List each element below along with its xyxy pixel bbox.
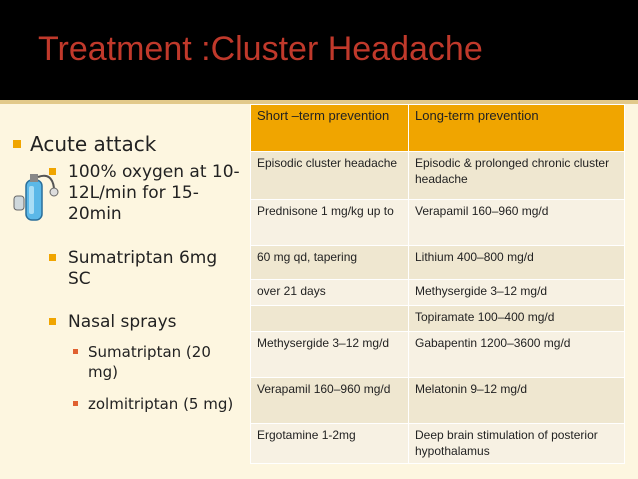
table-cell: Methysergide 3–12 mg/d — [251, 332, 409, 378]
header-long-term: Long-term prevention — [409, 105, 625, 152]
table-row — [251, 152, 625, 200]
table-row — [251, 378, 625, 424]
table-cell: Episodic & prolonged chronic cluster headache — [409, 152, 625, 200]
bullet-oxygen — [68, 162, 243, 225]
bullet-text: Nasal sprays — [68, 312, 177, 332]
bullet-text: Sumatriptan (20 mg) — [88, 343, 211, 381]
table-row — [251, 306, 625, 332]
bullet-text: Sumatriptan 6mg SC — [68, 248, 218, 289]
bullet-text: Acute attack — [30, 132, 157, 156]
bullet-acute-attack — [30, 132, 156, 156]
table-cell — [251, 306, 409, 332]
bullet-marker — [13, 140, 21, 148]
bullet-sumatriptan-nasal — [88, 342, 243, 382]
bullet-marker — [49, 254, 56, 261]
slide-title: Treatment :Cluster Headache — [38, 30, 483, 68]
bullet-marker — [73, 349, 78, 354]
oxygen-cylinder-icon — [12, 166, 60, 226]
table-cell: Ergotamine 1-2mg — [251, 424, 409, 464]
table-row — [251, 200, 625, 246]
bullet-text: 100% oxygen at 10-12L/min for 15-20min — [68, 162, 240, 224]
table-header-row — [251, 105, 625, 152]
header-short-term: Short –term prevention — [251, 105, 409, 152]
table-row — [251, 280, 625, 306]
prevention-table — [250, 104, 625, 464]
bullet-marker — [49, 168, 56, 175]
bullet-list — [0, 104, 250, 479]
bullet-nasal-sprays — [68, 312, 243, 333]
table-cell: Gabapentin 1200–3600 mg/d — [409, 332, 625, 378]
table-cell: Methysergide 3–12 mg/d — [409, 280, 625, 306]
table-cell: over 21 days — [251, 280, 409, 306]
table-cell: Lithium 400–800 mg/d — [409, 246, 625, 280]
table-cell: Verapamil 160–960 mg/d — [409, 200, 625, 246]
table-cell: Topiramate 100–400 mg/d — [409, 306, 625, 332]
bullet-text: zolmitriptan (5 mg) — [88, 395, 234, 413]
table-row — [251, 332, 625, 378]
title-bar — [0, 0, 638, 100]
table-cell: Verapamil 160–960 mg/d — [251, 378, 409, 424]
table-cell: 60 mg qd, tapering — [251, 246, 409, 280]
table-row — [251, 424, 625, 464]
bullet-marker — [73, 401, 78, 406]
table-cell: Melatonin 9–12 mg/d — [409, 378, 625, 424]
bullet-zolmitriptan — [88, 394, 243, 414]
table-cell: Episodic cluster headache — [251, 152, 409, 200]
bullet-marker — [49, 318, 56, 325]
table-cell: Deep brain stimulation of posterior hypothalamus — [409, 424, 625, 464]
table-row — [251, 246, 625, 280]
table-cell: Prednisone 1 mg/kg up to — [251, 200, 409, 246]
bullet-sumatriptan-sc — [68, 248, 243, 290]
